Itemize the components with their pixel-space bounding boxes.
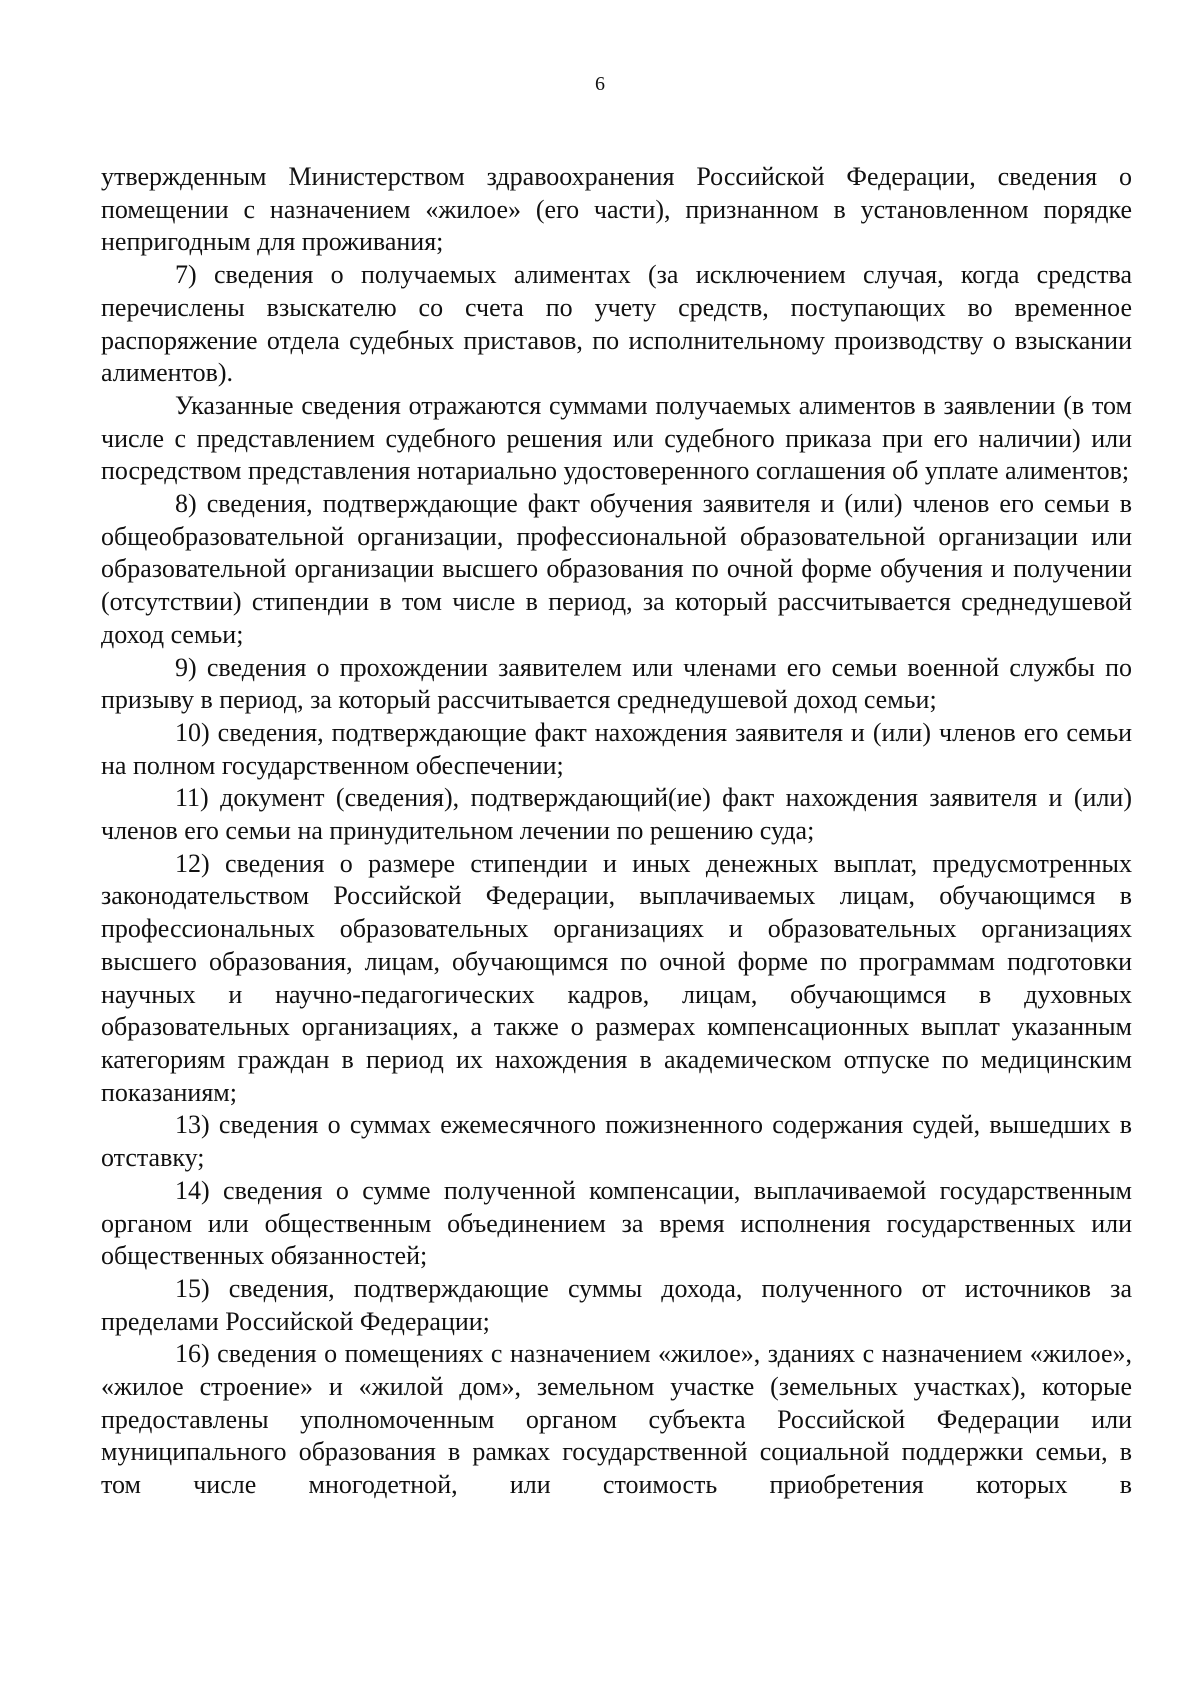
document-body xyxy=(101,161,1132,1502)
paragraph-item-8: 8) сведения, подтверждающие факт обучения заявителя и (или) членов его семьи в общеобразовательной организации, профессиональной образовательной организации или образовательной организации высшего образования по очной форме обучения и получении (отсутствии) стипендии в том числе в период, за который рассчитывается среднедушевой доход семьи; xyxy=(101,489,1132,649)
paragraph-item-16: 16) сведения о помещениях с назначением «жилое», зданиях с назначением «жилое», «жилое строение» и «жилой дом», земельном участке (земельных участках), которые предоставлены уполномоченным органом субъекта Российской Федерации или муниципального образования в рамках государственной социальной поддержки семьи, в том числе многодетной, или стоимость приобретения которых в xyxy=(101,1339,1132,1500)
paragraph-item-14: 14) сведения о сумме полученной компенсации, выплачиваемой государственным органом или общественным объединением за время исполнения государственных или общественных обязанностей; xyxy=(101,1175,1132,1271)
paragraph-item-10: 10) сведения, подтверждающие факт нахождения заявителя и (или) членов его семьи на полном государственном обеспечении; xyxy=(101,717,1132,780)
paragraph-item-15: 15) сведения, подтверждающие суммы дохода, полученного от источников за пределами Российской Федерации; xyxy=(101,1273,1132,1336)
paragraph-item-7: 7) сведения о получаемых алиментах (за исключением случая, когда средства перечислены взыскателю со счета по учету средств, поступающих во временное распоряжение отдела судебных приставов, по исполнительному производству о взыскании алиментов). xyxy=(101,260,1132,388)
paragraph-alimony-note: Указанные сведения отражаются суммами получаемых алиментов в заявлении (в том числе с представлением судебного решения или судебного приказа при его наличии) или посредством представления нотариально удостоверенного соглашения об уплате алиментов; xyxy=(101,390,1132,486)
paragraph-continuation: утвержденным Министерством здравоохранения Российской Федерации, сведения о помещении с назначением «жилое» (его части), признанном в установленном порядке непригодным для проживания; xyxy=(101,162,1132,257)
paragraph-item-11: 11) документ (сведения), подтверждающий(ие) факт нахождения заявителя и (или) членов его семьи на принудительном лечении по решению суда; xyxy=(101,783,1132,846)
paragraph-item-9: 9) сведения о прохождении заявителем или членами его семьи военной службы по призыву в период, за который рассчитывается среднедушевой доход семьи; xyxy=(101,652,1132,715)
page-number: 6 xyxy=(595,73,605,95)
paragraph-item-13: 13) сведения о суммах ежемесячного пожизненного содержания судей, вышедших в отставку; xyxy=(101,1110,1132,1173)
paragraph-item-12: 12) сведения о размере стипендии и иных денежных выплат, предусмотренных законодательством Российской Федерации, выплачиваемых лицам, обучающимся в профессиональных образовательных организациях и образовательных организациях высшего образования, лицам, обучающимся по очной форме по программам подготовки научных и научно-педагогических кадров, лицам, обучающимся в духовных образовательных организациях, а также о размерах компенсационных выплат указанным категориям граждан в период их нахождения в академическом отпуске по медицинским показаниям; xyxy=(101,848,1132,1107)
